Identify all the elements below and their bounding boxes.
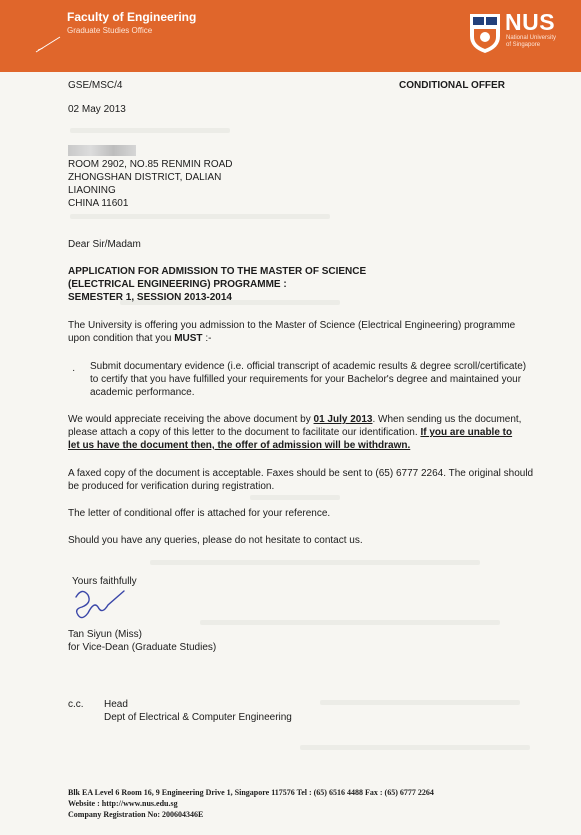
condition-paragraph bbox=[90, 360, 526, 399]
salutation: Dear Sir/Madam bbox=[68, 239, 141, 250]
subject-line: SEMESTER 1, SESSION 2013-2014 bbox=[68, 292, 232, 303]
faint-watermark-line bbox=[320, 700, 520, 705]
intro-line: upon condition that you MUST :- bbox=[68, 333, 212, 344]
attachment-note: The letter of conditional offer is attached for your reference. bbox=[68, 508, 331, 519]
withdrawal-warning: If you are unable to bbox=[420, 427, 513, 438]
faint-watermark-line bbox=[300, 745, 530, 750]
cc-line: Head bbox=[104, 699, 128, 710]
deadline-paragraph bbox=[68, 413, 521, 452]
fax-paragraph bbox=[68, 467, 533, 493]
faculty-name: Faculty of Engineering bbox=[67, 10, 197, 24]
pen-stroke-mark bbox=[34, 34, 64, 54]
deadline-line: We would appreciate receiving the above document by 01 July 2013. When sending us the document, bbox=[68, 414, 522, 425]
address-line: ZHONGSHAN DISTRICT, DALIAN bbox=[68, 172, 222, 183]
handwritten-signature bbox=[68, 585, 138, 623]
signer-name: Tan Siyun (Miss) bbox=[68, 629, 142, 640]
deadline-line: please attach a copy of this letter to the document to facilitate our identification. If you are unable to bbox=[68, 427, 513, 438]
faint-watermark-line bbox=[70, 214, 330, 219]
faint-watermark-line bbox=[250, 495, 340, 500]
closing: Yours faithfully bbox=[72, 576, 137, 587]
bullet-mark: · bbox=[72, 365, 76, 376]
nus-logo-subtitle: National University of Singapore bbox=[506, 35, 557, 48]
cc-line: Dept of Electrical & Computer Engineering bbox=[104, 712, 292, 723]
condition-line: Submit documentary evidence (i.e. official transcript of academic results & degree scroll/certificate) bbox=[90, 361, 527, 372]
redacted-name-block bbox=[68, 145, 136, 156]
condition-line: to certify that you have fulfilled your requirements for your Bachelor's degree and maintained your bbox=[90, 374, 522, 385]
letter-subject bbox=[68, 265, 366, 304]
signer-block bbox=[68, 628, 216, 654]
footer-address: Blk EA Level 6 Room 16, 9 Engineering Drive 1, Singapore 117576 Tel : (65) 6516 4488 Fax : (65) 6777 2264 bbox=[68, 788, 434, 797]
intro-paragraph bbox=[68, 319, 515, 345]
letterhead-band bbox=[0, 0, 581, 72]
intro-line: The University is offering you admission to the Master of Science (Electrical Engineering) programme bbox=[68, 320, 516, 331]
condition-line: academic performance. bbox=[90, 387, 195, 398]
recipient-address bbox=[68, 158, 232, 210]
fax-line: A faxed copy of the document is acceptable. Faxes should be sent to (65) 6777 2264. The original should bbox=[68, 468, 534, 479]
faint-watermark-line bbox=[70, 128, 230, 133]
reference-number: GSE/MSC/4 bbox=[68, 80, 123, 91]
footer-website: Website : http://www.nus.edu.sg bbox=[68, 799, 178, 808]
office-name: Graduate Studies Office bbox=[67, 26, 153, 35]
fax-line: be produced for verification during registration. bbox=[68, 481, 275, 492]
deadline-date: 01 July 2013 bbox=[313, 414, 373, 425]
signer-title: for Vice-Dean (Graduate Studies) bbox=[68, 642, 217, 653]
deadline-line bbox=[68, 439, 521, 452]
address-line: LIAONING bbox=[68, 185, 116, 196]
cc-recipient bbox=[104, 698, 292, 724]
offer-type-label: CONDITIONAL OFFER bbox=[399, 80, 505, 91]
faint-watermark-line bbox=[200, 620, 500, 625]
address-line: ROOM 2902, NO.85 RENMIN ROAD bbox=[68, 159, 233, 170]
footer-company-reg: Company Registration No: 200604346E bbox=[68, 810, 204, 819]
queries-note: Should you have any queries, please do not hesitate to contact us. bbox=[68, 535, 363, 546]
address-line: CHINA 11601 bbox=[68, 198, 129, 209]
subject-line: APPLICATION FOR ADMISSION TO THE MASTER OF SCIENCE bbox=[68, 266, 367, 277]
letter-footer bbox=[68, 787, 434, 820]
cc-label: c.c. bbox=[68, 699, 84, 710]
faint-watermark-line bbox=[150, 560, 480, 565]
nus-crest-logo bbox=[468, 12, 502, 54]
letter-date: 02 May 2013 bbox=[68, 104, 126, 115]
withdrawal-warning: let us have the document then, the offer of admission will be withdrawn. bbox=[68, 440, 411, 451]
subject-line: (ELECTRICAL ENGINEERING) PROGRAMME : bbox=[68, 279, 287, 290]
nus-logo-text: NUS bbox=[505, 9, 556, 35]
